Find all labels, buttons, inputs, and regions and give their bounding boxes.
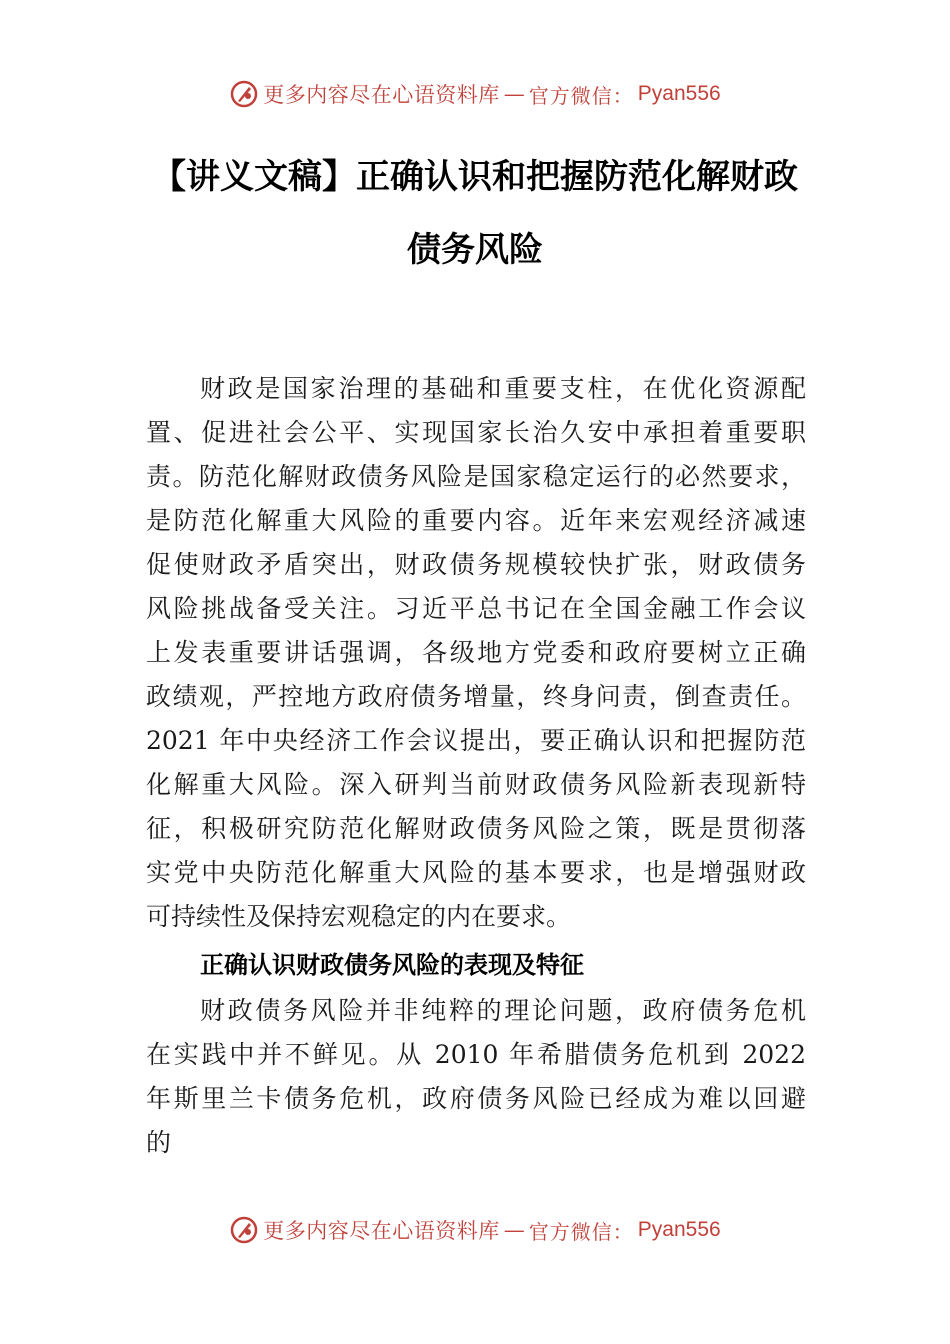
section-heading: 正确认识财政债务风险的表现及特征 bbox=[200, 951, 584, 979]
quill-logo-icon bbox=[229, 79, 259, 109]
quill-logo-icon bbox=[229, 1215, 259, 1245]
wechat-label: 官方微信： bbox=[528, 1219, 634, 1244]
paragraph-line: 2021 年中央经济工作会议提出，要正确认识和把握防范 bbox=[146, 726, 806, 755]
wechat-id: Pyan556 bbox=[637, 82, 721, 105]
paragraph-line: 财政是国家治理的基础和重要支柱，在优化资源配 bbox=[200, 374, 806, 403]
footer-banner bbox=[0, 1208, 950, 1252]
wechat-label: 官方微信： bbox=[528, 83, 634, 108]
paragraph-line: 在实践中并不鲜见。从 2010 年希腊债务危机到 2022 bbox=[146, 1040, 806, 1069]
paragraph-line: 财政债务风险并非纯粹的理论问题，政府债务危机 bbox=[200, 996, 806, 1025]
header-banner bbox=[0, 72, 950, 116]
paragraph-line: 征，积极研究防范化解财政债务风险之策，既是贯彻落 bbox=[146, 814, 806, 843]
banner-separator: — bbox=[503, 1218, 525, 1242]
paragraph-line: 可持续性及保持宏观稳定的内在要求。 bbox=[146, 902, 572, 931]
paragraph-line: 责。防范化解财政债务风险是国家稳定运行的必然要求， bbox=[146, 462, 806, 491]
paragraph-line: 促使财政矛盾突出，财政债务规模较快扩张，财政债务 bbox=[146, 550, 806, 579]
paragraph-line: 置、促进社会公平、实现国家长治久安中承担着重要职 bbox=[146, 418, 806, 447]
paragraph-line: 政绩观，严控地方政府债务增量，终身问责，倒查责任。 bbox=[146, 682, 806, 711]
banner-text: 更多内容尽在心语资料库 bbox=[263, 1219, 500, 1243]
paragraph-line: 的 bbox=[146, 1128, 172, 1157]
banner-text: 更多内容尽在心语资料库 bbox=[263, 83, 500, 107]
paragraph-line: 化解重大风险。深入研判当前财政债务风险新表现新特 bbox=[146, 770, 806, 799]
wechat-id: Pyan556 bbox=[637, 1218, 721, 1241]
document-title-line-1: 【讲义文稿】正确认识和把握防范化解财政 bbox=[152, 157, 798, 197]
paragraph-line: 是防范化解重大风险的重要内容。近年来宏观经济减速 bbox=[146, 506, 806, 535]
paragraph-line: 实党中央防范化解重大风险的基本要求，也是增强财政 bbox=[146, 858, 806, 887]
banner-separator: — bbox=[503, 82, 525, 106]
paragraph-line: 上发表重要讲话强调，各级地方党委和政府要树立正确 bbox=[146, 638, 806, 667]
paragraph-line: 风险挑战备受关注。习近平总书记在全国金融工作会议 bbox=[146, 594, 806, 623]
document-title-line-2: 债务风险 bbox=[407, 230, 543, 270]
paragraph-line: 年斯里兰卡债务危机，政府债务风险已经成为难以回避 bbox=[146, 1084, 806, 1113]
